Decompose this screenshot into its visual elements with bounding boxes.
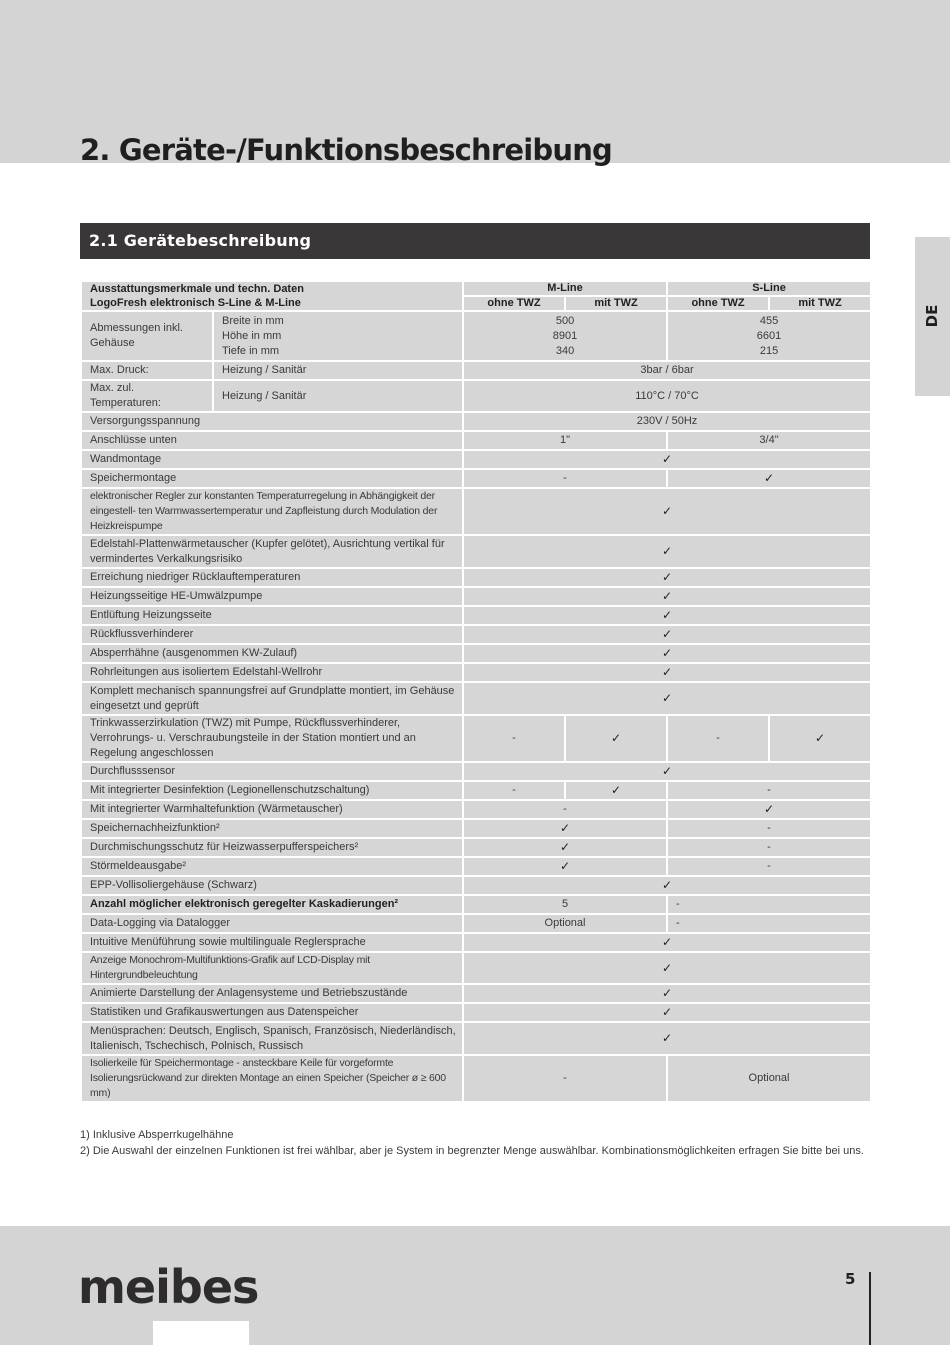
feature-label: Störmeldeausgabe² (81, 857, 463, 876)
table-row (81, 876, 871, 895)
table-row (81, 1055, 871, 1102)
mline-ohne-twz-header: ohne TWZ (463, 296, 565, 311)
sline-hoehe: 6601 (756, 329, 782, 342)
feature-label: Speichermontage (81, 469, 463, 488)
feature-value-all: ✓ (463, 606, 871, 625)
mline-ohne-twz-value: - (463, 781, 565, 800)
breite-label: Breite in mm (222, 314, 284, 327)
feature-label: Mit integrierter Warmhaltefunktion (Wärmetauscher) (81, 800, 463, 819)
sline-value: - (667, 781, 871, 800)
table-row (81, 568, 871, 587)
table-title-cell (81, 281, 463, 311)
feature-value-all: ✓ (463, 568, 871, 587)
page-title: 2. Geräte-/Funktionsbeschreibung (80, 133, 613, 167)
pressure-row (81, 361, 871, 380)
language-label: DE (923, 304, 941, 328)
hoehe-label: Höhe in mm (222, 329, 282, 342)
table-row (81, 914, 871, 933)
feature-label: Rückflussverhinderer (81, 625, 463, 644)
mline-value: - (463, 1055, 667, 1102)
table-row (81, 838, 871, 857)
tiefe-label: Tiefe in mm (222, 344, 280, 357)
feature-label: elektronischer Regler zur konstanten Temperaturregelung in Abhängigkeit der eingestell- ten Warmwassertemperatur und Zapfleistung durch Modulation der Heizkreispumpe (81, 488, 463, 535)
feature-value-all: 230V / 50Hz (463, 412, 871, 431)
feature-label: Animierte Darstellung der Anlagensysteme und Betriebszustände (81, 984, 463, 1003)
meibes-logo: meibes (78, 1260, 259, 1314)
sline-value: - (667, 838, 871, 857)
feature-label: Komplett mechanisch spannungsfrei auf Grundplatte montiert, im Gehäuse eingesetzt und geprüft (81, 682, 463, 715)
temperature-value: 110°C / 70°C (463, 380, 871, 412)
table-row (81, 800, 871, 819)
feature-label: Anzeige Monochrom-Multifunktions-Grafik auf LCD-Display mit Hintergrundbeleuchtung (81, 952, 463, 984)
feature-label: Wandmontage (81, 450, 463, 469)
spec-table (80, 280, 872, 1103)
feature-value-all: ✓ (463, 587, 871, 606)
table-row (81, 625, 871, 644)
feature-value-all: ✓ (463, 933, 871, 952)
table-row (81, 431, 871, 450)
feature-value-all: ✓ (463, 1022, 871, 1055)
table-row (81, 488, 871, 535)
section-title: 2.1 Gerätebeschreibung (89, 231, 312, 250)
table-row (81, 1003, 871, 1022)
sline-value: ✓ (667, 469, 871, 488)
sline-header: S-Line (667, 281, 871, 296)
feature-value-all: ✓ (463, 625, 871, 644)
table-row (81, 535, 871, 568)
table-row (81, 587, 871, 606)
mline-value: - (463, 800, 667, 819)
feature-label: Intuitive Menüführung sowie multilinguale Reglersprache (81, 933, 463, 952)
table-row (81, 412, 871, 431)
pressure-label: Max. Druck: (81, 361, 213, 380)
page-number: 5 (845, 1270, 856, 1288)
sline-breite: 455 (759, 314, 779, 327)
footnote-2: 2) Die Auswahl der einzelnen Funktionen ist frei wählbar, aber je System in begrenzter Menge auswählbar. Kombinationsmöglichkeiten erfragen Sie bitte bei uns. (80, 1144, 864, 1157)
table-row (81, 762, 871, 781)
footnote-1: 1) Inklusive Absperrkugelhähne (80, 1129, 234, 1141)
feature-label: Data-Logging via Datalogger (81, 914, 463, 933)
feature-value-all: ✓ (463, 762, 871, 781)
feature-value-all: ✓ (463, 1003, 871, 1022)
table-row (81, 663, 871, 682)
table-row (81, 819, 871, 838)
mline-header: M-Line (463, 281, 667, 296)
feature-value-all: ✓ (463, 488, 871, 535)
feature-value-all: ✓ (463, 450, 871, 469)
dimensions-sublabels (213, 311, 463, 361)
mline-breite: 500 (555, 314, 575, 327)
mline-tiefe: 340 (555, 344, 575, 357)
table-row (81, 606, 871, 625)
table-title-line2: LogoFresh elektronisch S-Line & M-Line (90, 297, 301, 309)
footnotes (80, 1128, 864, 1159)
feature-value-all: ✓ (463, 876, 871, 895)
mline-value: Optional (463, 914, 667, 933)
table-row (81, 781, 871, 800)
mline-mit-twz-value: ✓ (565, 715, 667, 762)
sline-value: - (667, 857, 871, 876)
table-row (81, 450, 871, 469)
feature-value-all: ✓ (463, 644, 871, 663)
feature-label: Erreichung niedriger Rücklauftemperaturen (81, 568, 463, 587)
mline-hoehe: 8901 (552, 329, 578, 342)
table-row (81, 933, 871, 952)
mline-value: ✓ (463, 857, 667, 876)
sline-tiefe: 215 (759, 344, 779, 357)
mline-value: 1" (463, 431, 667, 450)
mline-ohne-twz-value: - (463, 715, 565, 762)
feature-value-all: ✓ (463, 682, 871, 715)
feature-label: Statistiken und Grafikauswertungen aus Datenspeicher (81, 1003, 463, 1022)
feature-label: Heizungsseitige HE-Umwälzpumpe (81, 587, 463, 606)
feature-label: Entlüftung Heizungsseite (81, 606, 463, 625)
sline-mit-twz-header: mit TWZ (769, 296, 871, 311)
feature-label: Anschlüsse unten (81, 431, 463, 450)
feature-label: Trinkwasserzirkulation (TWZ) mit Pumpe, Rückflussverhinderer, Verrohrungs- u. Verschraubungsteile in der Station montiert und an Regelung angeschlossen (81, 715, 463, 762)
feature-label: EPP-Vollisoliergehäuse (Schwarz) (81, 876, 463, 895)
feature-label: Isolierkeile für Speichermontage - ansteckbare Keile für vorgeformte Isolierungsrückwand zur direkten Montage an einen Speicher (Speicher ø ≥ 600 mm) (81, 1055, 463, 1102)
table-row (81, 984, 871, 1003)
sline-value: - (667, 914, 871, 933)
sline-ohne-twz-header: ohne TWZ (667, 296, 769, 311)
dimensions-label: Abmessungen inkl. Gehäuse (81, 311, 213, 361)
sline-mit-twz-value: ✓ (769, 715, 871, 762)
feature-value-all: ✓ (463, 984, 871, 1003)
sline-ohne-twz-value: - (667, 715, 769, 762)
sline-dimensions (667, 311, 871, 361)
temperature-label: Max. zul. Temperaturen: (81, 380, 213, 412)
table-row (81, 895, 871, 914)
sline-value: - (667, 819, 871, 838)
mline-value: 5 (463, 895, 667, 914)
table-row (81, 469, 871, 488)
table-row (81, 1022, 871, 1055)
table-row (81, 857, 871, 876)
feature-label: Durchflusssensor (81, 762, 463, 781)
feature-label: Menüsprachen: Deutsch, Englisch, Spanisch, Französisch, Niederländisch, Italienisch, Tschechisch, Polnisch, Russisch (81, 1022, 463, 1055)
pressure-value: 3bar / 6bar (463, 361, 871, 380)
sline-value: Optional (667, 1055, 871, 1102)
feature-value-all: ✓ (463, 663, 871, 682)
feature-label: Versorgungsspannung (81, 412, 463, 431)
pressure-sublabel: Heizung / Sanitär (213, 361, 463, 380)
page-divider (869, 1272, 871, 1345)
table-row (81, 644, 871, 663)
feature-label: Edelstahl-Plattenwärmetauscher (Kupfer gelötet), Ausrichtung vertikal für vermindertes Verkalkungsrisiko (81, 535, 463, 568)
sline-value: ✓ (667, 800, 871, 819)
temperature-sublabel: Heizung / Sanitär (213, 380, 463, 412)
mline-dimensions (463, 311, 667, 361)
table-header-row (81, 281, 871, 296)
feature-label: Rohrleitungen aus isoliertem Edelstahl-Wellrohr (81, 663, 463, 682)
feature-value-all: ✓ (463, 952, 871, 984)
table-title-line1: Ausstattungsmerkmale und techn. Daten (90, 283, 304, 295)
sline-value: 3/4" (667, 431, 871, 450)
feature-value-all: ✓ (463, 535, 871, 568)
mline-value: ✓ (463, 819, 667, 838)
table-row (81, 952, 871, 984)
logo-strip (153, 1321, 249, 1345)
mline-mit-twz-header: mit TWZ (565, 296, 667, 311)
temperature-row (81, 380, 871, 412)
mline-value: ✓ (463, 838, 667, 857)
sline-value: - (667, 895, 871, 914)
feature-label: Anzahl möglicher elektronisch geregelter Kaskadierungen² (81, 895, 463, 914)
feature-label: Durchmischungsschutz für Heizwasserpufferspeichers² (81, 838, 463, 857)
feature-label: Speichernachheizfunktion² (81, 819, 463, 838)
table-row (81, 682, 871, 715)
dimensions-row (81, 311, 871, 361)
mline-value: - (463, 469, 667, 488)
mline-mit-twz-value: ✓ (565, 781, 667, 800)
table-row (81, 715, 871, 762)
feature-label: Absperrhähne (ausgenommen KW-Zulauf) (81, 644, 463, 663)
feature-label: Mit integrierter Desinfektion (Legionellenschutzschaltung) (81, 781, 463, 800)
